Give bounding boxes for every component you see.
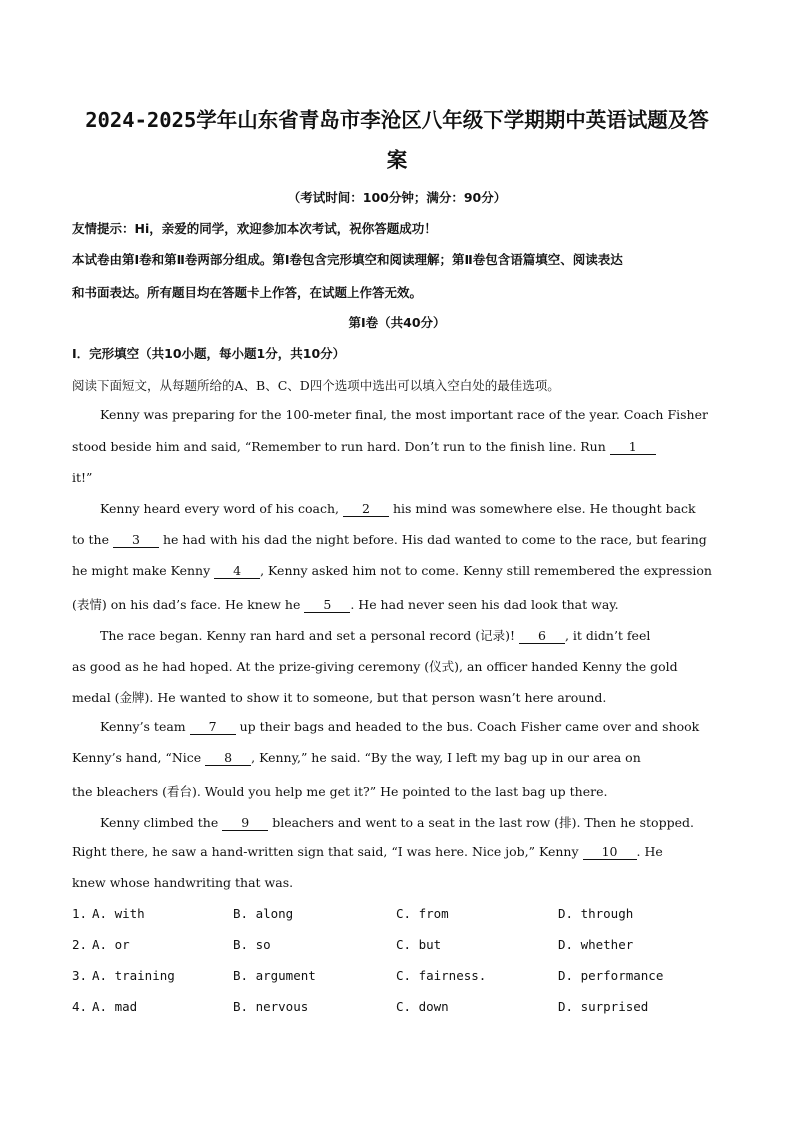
passage-text: . He had never seen his dad look that way. [350,597,619,612]
blank-4: 4 [214,564,260,579]
blank-1: 1 [610,440,656,455]
passage-line [72,595,619,613]
passage-text: . He [636,844,663,859]
question-number: 2. [72,937,88,952]
passage-text: , Kenny,” he said. “By the way, I left my bag up in our area on [251,750,641,765]
question-number: 3. [72,968,88,983]
option-a: A. or [92,937,130,952]
passage-line [72,844,663,860]
blank-8: 8 [205,751,251,766]
instruction: 阅读下面短文，从每题所给的A、B、C、D四个选项中选出可以填入空白处的最佳选项。 [72,378,560,393]
passage-line [72,439,656,455]
option-b: B. nervous [233,999,309,1014]
blank-3: 3 [113,533,159,548]
blank-5: 5 [304,598,350,613]
option-d: D. performance [558,968,664,983]
passage-text: to the [72,532,113,547]
option-c: C. fairness. [396,968,487,983]
option-a: A. mad [92,999,138,1014]
passage-line: it!” [72,470,93,485]
section-header: Ⅰ．完形填空（共10小题，每小题1分，共10分） [72,346,346,361]
passage-text: Kenny’s team [100,719,190,734]
doc-title-line1: 2024-2025学年山东省青岛市李沧区八年级下学期期中英语试题及答 [85,108,709,132]
option-d: D. through [558,906,634,921]
passage-line [100,626,650,644]
passage-line: the bleachers (看台). Would you help me get it?” He pointed to the last bag up there. [72,784,608,799]
passage-line [100,501,696,517]
blank-2: 2 [343,502,389,517]
passage-line: as good as he had hoped. At the prize-giving ceremony (仪式), an officer handed Kenny the gold [72,659,678,674]
blank-7: 7 [190,720,236,735]
passage-text: his mind was somewhere else. He thought back [388,501,696,516]
passage-line [100,813,694,831]
passage-text: he had with his dad the night before. His dad wanted to come to the race, but fearing [158,532,707,547]
passage-line: medal (金牌). He wanted to show it to someone, but that person wasn’t here around. [72,690,607,705]
passage-line [100,719,699,735]
option-a: A. with [92,906,145,921]
passage-text: The race began. Kenny ran hard and set a personal record (记录)! [100,628,519,643]
option-c: C. but [396,937,442,952]
option-b: B. argument [233,968,316,983]
passage-line [72,563,712,579]
question-number: 1. [72,906,88,921]
exam-info: （考试时间：100分钟；满分：90分） [287,190,507,205]
passage-text: Kenny heard every word of his coach, [100,501,343,516]
passage-text: , it didn’t feel [564,628,651,643]
intro-line1: 本试卷由第Ⅰ卷和第Ⅱ卷两部分组成。第Ⅰ卷包含完形填空和阅读理解；第Ⅱ卷包含语篇填空、阅读表达 [72,252,623,267]
passage-line [72,750,641,766]
intro-line2: 和书面表达。所有题目均在答题卡上作答，在试题上作答无效。 [72,285,423,300]
passage-text: bleachers and went to a seat in the last row (排). Then he stopped. [268,815,694,830]
passage-text: Right there, he saw a hand-written sign that said, “I was here. Nice job,” Kenny [72,844,583,859]
doc-title-line2: 案 [386,148,408,172]
option-b: B. so [233,937,271,952]
passage-text: (表情) on his dad’s face. He knew he [72,597,305,612]
passage-text: he might make Kenny [72,563,215,578]
blank-10: 10 [583,845,637,860]
option-d: D. whether [558,937,634,952]
blank-9: 9 [222,816,268,831]
greeting: 友情提示：Hi，亲爱的同学，欢迎参加本次考试，祝你答题成功！ [72,221,437,236]
passage-text: Kenny climbed the [100,815,223,830]
passage-text: stood beside him and said, “Remember to run hard. Don’t run to the finish line. Run [72,439,610,454]
passage-line [72,532,707,548]
passage-line: Kenny was preparing for the 100-meter final, the most important race of the year. Coach Fisher [100,407,708,422]
option-a: A. training [92,968,175,983]
part1-header: 第Ⅰ卷（共40分） [348,315,446,330]
option-c: C. from [396,906,449,921]
blank-6: 6 [519,629,565,644]
passage-line: knew whose handwriting that was. [72,875,294,890]
question-number: 4. [72,999,88,1014]
passage-text: , Kenny asked him not to come. Kenny still remembered the expression [260,563,712,578]
passage-text: Kenny’s hand, “Nice [72,750,206,765]
passage-text: up their bags and headed to the bus. Coach Fisher came over and shook [235,719,700,734]
option-b: B. along [233,906,294,921]
option-c: C. down [396,999,449,1014]
option-d: D. surprised [558,999,649,1014]
